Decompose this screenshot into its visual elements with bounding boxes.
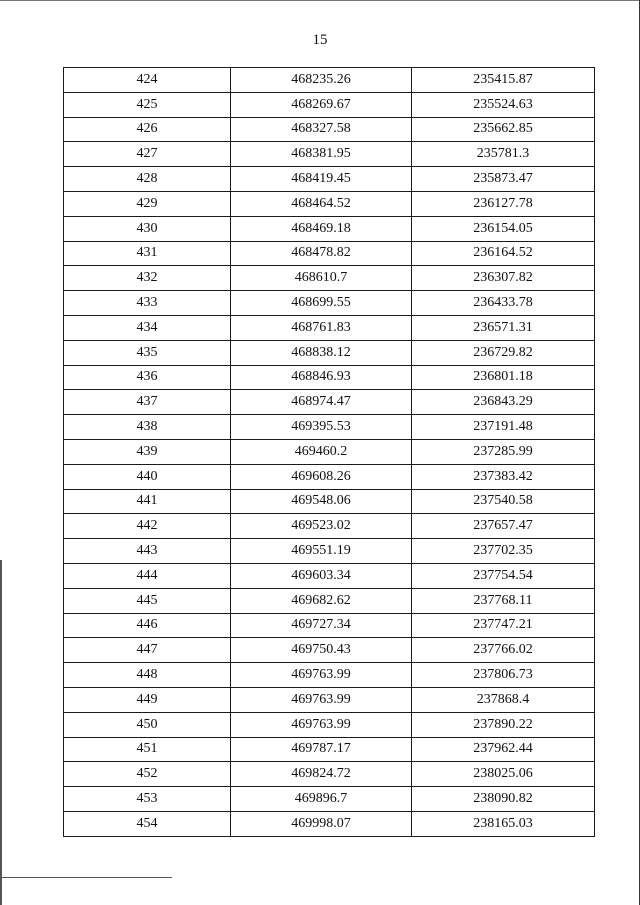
- table-row: [64, 539, 595, 564]
- point-number-cell: 439: [64, 439, 231, 464]
- point-number-cell: 443: [64, 539, 231, 564]
- y-coordinate-cell: 237766.02: [412, 638, 595, 663]
- x-coordinate-cell: 468469.18: [231, 216, 412, 241]
- point-number-cell: 449: [64, 687, 231, 712]
- x-coordinate-cell: 469787.17: [231, 737, 412, 762]
- point-number-cell: 450: [64, 712, 231, 737]
- table-row: [64, 191, 595, 216]
- table-row: [64, 464, 595, 489]
- y-coordinate-cell: 238165.03: [412, 811, 595, 836]
- x-coordinate-cell: 469763.99: [231, 663, 412, 688]
- x-coordinate-cell: 469395.53: [231, 415, 412, 440]
- point-number-cell: 440: [64, 464, 231, 489]
- y-coordinate-cell: 237747.21: [412, 613, 595, 638]
- y-coordinate-cell: 237540.58: [412, 489, 595, 514]
- table-row: [64, 415, 595, 440]
- point-number-cell: 441: [64, 489, 231, 514]
- x-coordinate-cell: 469551.19: [231, 539, 412, 564]
- point-number-cell: 444: [64, 563, 231, 588]
- x-coordinate-cell: 469603.34: [231, 563, 412, 588]
- table-row: [64, 811, 595, 836]
- point-number-cell: 452: [64, 762, 231, 787]
- table-row: [64, 390, 595, 415]
- point-number-cell: 453: [64, 787, 231, 812]
- x-coordinate-cell: 469727.34: [231, 613, 412, 638]
- y-coordinate-cell: 235524.63: [412, 92, 595, 117]
- point-number-cell: 430: [64, 216, 231, 241]
- coordinates-table-body: [64, 68, 595, 837]
- x-coordinate-cell: 469896.7: [231, 787, 412, 812]
- y-coordinate-cell: 236801.18: [412, 365, 595, 390]
- table-row: [64, 291, 595, 316]
- table-row: [64, 588, 595, 613]
- table-row: [64, 68, 595, 93]
- table-row: [64, 241, 595, 266]
- y-coordinate-cell: 236433.78: [412, 291, 595, 316]
- table-row: [64, 92, 595, 117]
- x-coordinate-cell: 469460.2: [231, 439, 412, 464]
- point-number-cell: 437: [64, 390, 231, 415]
- x-coordinate-cell: 468846.93: [231, 365, 412, 390]
- table-row: [64, 167, 595, 192]
- point-number-cell: 432: [64, 266, 231, 291]
- y-coordinate-cell: 236307.82: [412, 266, 595, 291]
- point-number-cell: 446: [64, 613, 231, 638]
- x-coordinate-cell: 468478.82: [231, 241, 412, 266]
- page-edge-top: [0, 0, 640, 1]
- table-row: [64, 737, 595, 762]
- table-row: [64, 340, 595, 365]
- x-coordinate-cell: 468419.45: [231, 167, 412, 192]
- table-row: [64, 266, 595, 291]
- x-coordinate-cell: 468464.52: [231, 191, 412, 216]
- table-row: [64, 489, 595, 514]
- y-coordinate-cell: 236571.31: [412, 315, 595, 340]
- x-coordinate-cell: 469548.06: [231, 489, 412, 514]
- table-row: [64, 663, 595, 688]
- point-number-cell: 434: [64, 315, 231, 340]
- y-coordinate-cell: 236843.29: [412, 390, 595, 415]
- page-edge-left: [0, 560, 2, 905]
- point-number-cell: 429: [64, 191, 231, 216]
- table-row: [64, 687, 595, 712]
- table-row: [64, 712, 595, 737]
- point-number-cell: 427: [64, 142, 231, 167]
- table-row: [64, 117, 595, 142]
- point-number-cell: 436: [64, 365, 231, 390]
- footnote-separator: [0, 877, 172, 878]
- table-row: [64, 787, 595, 812]
- y-coordinate-cell: 235415.87: [412, 68, 595, 93]
- y-coordinate-cell: 237890.22: [412, 712, 595, 737]
- point-number-cell: 424: [64, 68, 231, 93]
- x-coordinate-cell: 469523.02: [231, 514, 412, 539]
- y-coordinate-cell: 237806.73: [412, 663, 595, 688]
- table-row: [64, 365, 595, 390]
- x-coordinate-cell: 468974.47: [231, 390, 412, 415]
- y-coordinate-cell: 237285.99: [412, 439, 595, 464]
- x-coordinate-cell: 469763.99: [231, 712, 412, 737]
- y-coordinate-cell: 236127.78: [412, 191, 595, 216]
- y-coordinate-cell: 236164.52: [412, 241, 595, 266]
- table-row: [64, 613, 595, 638]
- point-number-cell: 425: [64, 92, 231, 117]
- point-number-cell: 431: [64, 241, 231, 266]
- point-number-cell: 445: [64, 588, 231, 613]
- x-coordinate-cell: 468610.7: [231, 266, 412, 291]
- x-coordinate-cell: 468327.58: [231, 117, 412, 142]
- y-coordinate-cell: 235873.47: [412, 167, 595, 192]
- point-number-cell: 433: [64, 291, 231, 316]
- y-coordinate-cell: 237768.11: [412, 588, 595, 613]
- x-coordinate-cell: 468381.95: [231, 142, 412, 167]
- point-number-cell: 435: [64, 340, 231, 365]
- x-coordinate-cell: 469608.26: [231, 464, 412, 489]
- table-row: [64, 638, 595, 663]
- x-coordinate-cell: 468699.55: [231, 291, 412, 316]
- y-coordinate-cell: 237657.47: [412, 514, 595, 539]
- point-number-cell: 428: [64, 167, 231, 192]
- x-coordinate-cell: 468761.83: [231, 315, 412, 340]
- y-coordinate-cell: 237191.48: [412, 415, 595, 440]
- y-coordinate-cell: 235662.85: [412, 117, 595, 142]
- table-row: [64, 216, 595, 241]
- x-coordinate-cell: 468269.67: [231, 92, 412, 117]
- y-coordinate-cell: 236729.82: [412, 340, 595, 365]
- point-number-cell: 451: [64, 737, 231, 762]
- y-coordinate-cell: 237383.42: [412, 464, 595, 489]
- x-coordinate-cell: 469682.62: [231, 588, 412, 613]
- y-coordinate-cell: 236154.05: [412, 216, 595, 241]
- table-row: [64, 439, 595, 464]
- point-number-cell: 442: [64, 514, 231, 539]
- x-coordinate-cell: 469998.07: [231, 811, 412, 836]
- y-coordinate-cell: 235781.3: [412, 142, 595, 167]
- point-number-cell: 454: [64, 811, 231, 836]
- x-coordinate-cell: 468235.26: [231, 68, 412, 93]
- table-row: [64, 563, 595, 588]
- page-number: 15: [312, 32, 328, 48]
- x-coordinate-cell: 469763.99: [231, 687, 412, 712]
- y-coordinate-cell: 238025.06: [412, 762, 595, 787]
- y-coordinate-cell: 237754.54: [412, 563, 595, 588]
- y-coordinate-cell: 237868.4: [412, 687, 595, 712]
- point-number-cell: 447: [64, 638, 231, 663]
- y-coordinate-cell: 237702.35: [412, 539, 595, 564]
- x-coordinate-cell: 469750.43: [231, 638, 412, 663]
- y-coordinate-cell: 238090.82: [412, 787, 595, 812]
- x-coordinate-cell: 469824.72: [231, 762, 412, 787]
- point-number-cell: 426: [64, 117, 231, 142]
- coordinates-table: [63, 67, 595, 837]
- table-row: [64, 762, 595, 787]
- point-number-cell: 438: [64, 415, 231, 440]
- y-coordinate-cell: 237962.44: [412, 737, 595, 762]
- point-number-cell: 448: [64, 663, 231, 688]
- x-coordinate-cell: 468838.12: [231, 340, 412, 365]
- table-row: [64, 315, 595, 340]
- table-row: [64, 514, 595, 539]
- table-row: [64, 142, 595, 167]
